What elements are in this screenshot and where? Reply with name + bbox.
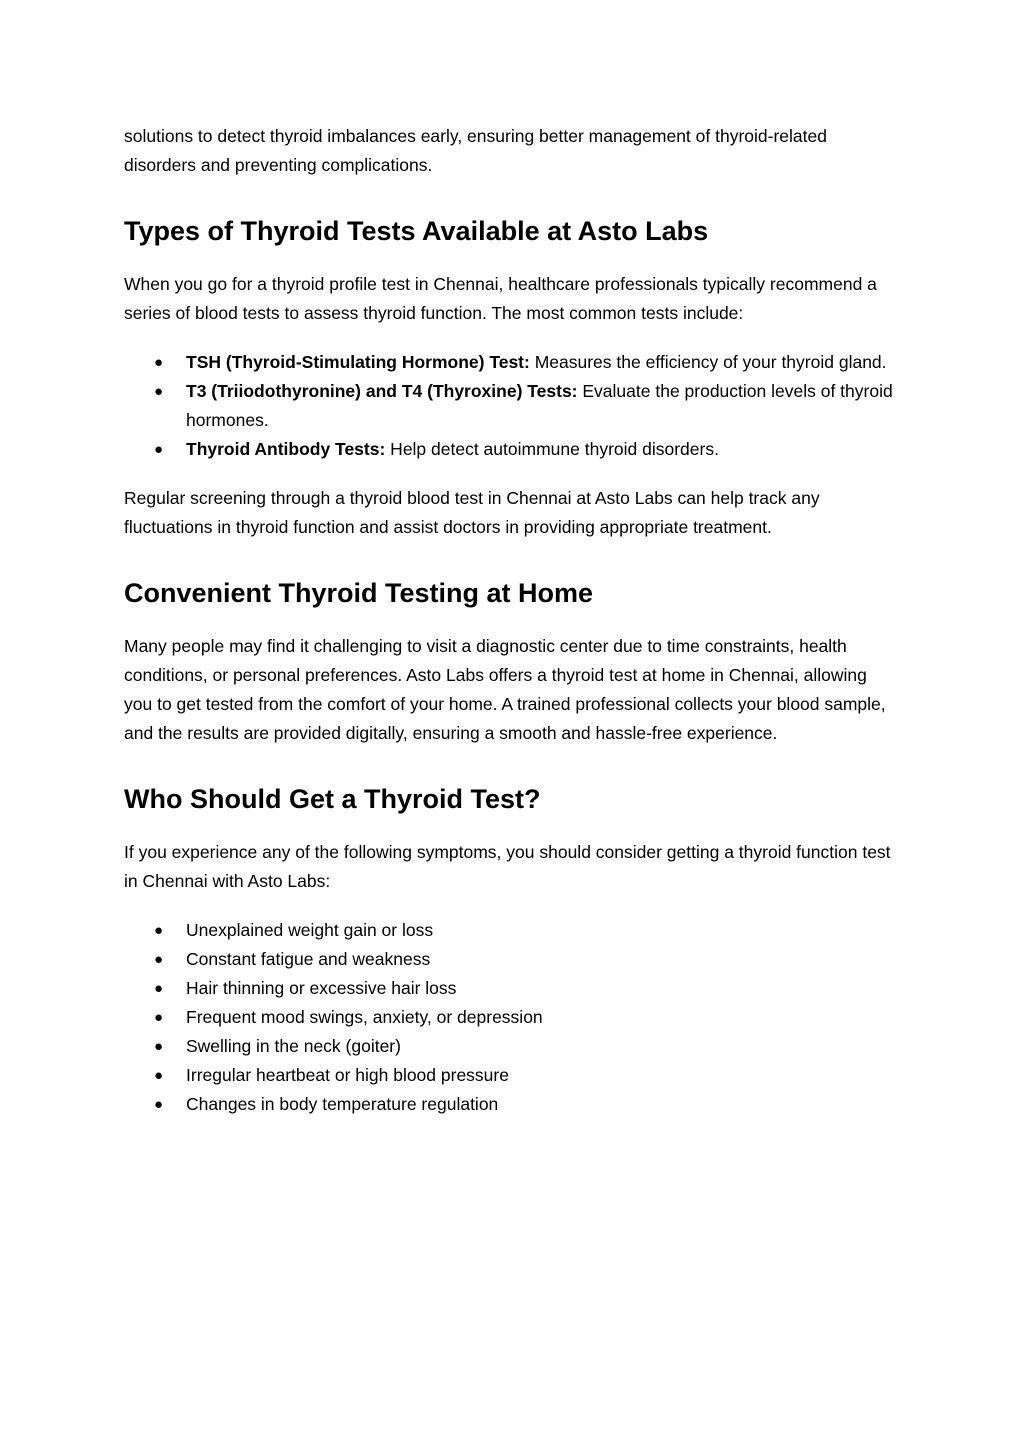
- bullet-icon: ●: [154, 383, 164, 400]
- symptom-text: Unexplained weight gain or loss: [186, 920, 434, 940]
- who-should-test-paragraph: If you experience any of the following symptoms, you should consider getting a thyroid function test in Chennai with Asto Labs:: [124, 842, 891, 891]
- types-paragraph: When you go for a thyroid profile test in Chennai, healthcare professionals typically recommend a series of blood tests to assess thyroid function. The most common tests include:: [124, 274, 877, 323]
- document-page: [124, 122, 894, 1119]
- list-item: [124, 916, 894, 945]
- bullet-icon: ●: [154, 441, 164, 458]
- test-description: Measures the efficiency of your thyroid gland.: [529, 352, 887, 372]
- test-name: TSH (Thyroid-Stimulating Hormone) Test:: [186, 352, 530, 372]
- symptom-text: Changes in body temperature regulation: [186, 1094, 499, 1114]
- who-should-test-heading: Who Should Get a Thyroid Test?: [124, 784, 541, 814]
- symptom-text: Hair thinning or excessive hair loss: [186, 978, 457, 998]
- test-description: Evaluate the production levels of thyroid hormones.: [186, 381, 893, 430]
- test-types-list: [124, 348, 894, 464]
- bullet-icon: ●: [154, 980, 164, 997]
- bullet-icon: ●: [154, 354, 164, 371]
- test-description: Help detect autoimmune thyroid disorders.: [385, 439, 719, 459]
- home-testing-heading: Convenient Thyroid Testing at Home: [124, 578, 594, 608]
- test-name: T3 (Triiodothyronine) and T4 (Thyroxine) Tests:: [186, 381, 578, 401]
- list-item: [124, 348, 894, 377]
- screening-paragraph: Regular screening through a thyroid blood test in Chennai at Asto Labs can help track any fluctuations in thyroid function and assist doctors in providing appropriate treatment.: [124, 488, 820, 537]
- symptom-text: Constant fatigue and weakness: [186, 949, 431, 969]
- symptoms-list: [124, 916, 894, 1119]
- list-item: [124, 1003, 894, 1032]
- home-testing-paragraph: Many people may find it challenging to visit a diagnostic center due to time constraints, health conditions, or personal preferences. Asto Labs offers a thyroid test at home in Chennai, allowing you to get tested from the comfort of your home. A trained professional collects your blood sample, and the results are provided digitally, ensuring a smooth and hassle-free experience.: [124, 636, 886, 743]
- bullet-icon: ●: [154, 1096, 164, 1113]
- intro-paragraph: solutions to detect thyroid imbalances early, ensuring better management of thyroid-related disorders and preventing complications.: [124, 126, 827, 175]
- types-heading: Types of Thyroid Tests Available at Asto Labs: [124, 216, 709, 246]
- bullet-icon: ●: [154, 1038, 164, 1055]
- list-item: [124, 1061, 894, 1090]
- list-item: [124, 377, 894, 435]
- test-name: Thyroid Antibody Tests:: [186, 439, 386, 459]
- list-item: [124, 1032, 894, 1061]
- list-item: [124, 974, 894, 1003]
- bullet-icon: ●: [154, 951, 164, 968]
- list-item: [124, 1090, 894, 1119]
- list-item: [124, 945, 894, 974]
- symptom-text: Frequent mood swings, anxiety, or depression: [186, 1007, 543, 1027]
- bullet-icon: ●: [154, 1009, 164, 1026]
- symptom-text: Irregular heartbeat or high blood pressure: [186, 1065, 509, 1085]
- list-item: [124, 435, 894, 464]
- bullet-icon: ●: [154, 922, 164, 939]
- symptom-text: Swelling in the neck (goiter): [186, 1036, 401, 1056]
- bullet-icon: ●: [154, 1067, 164, 1084]
